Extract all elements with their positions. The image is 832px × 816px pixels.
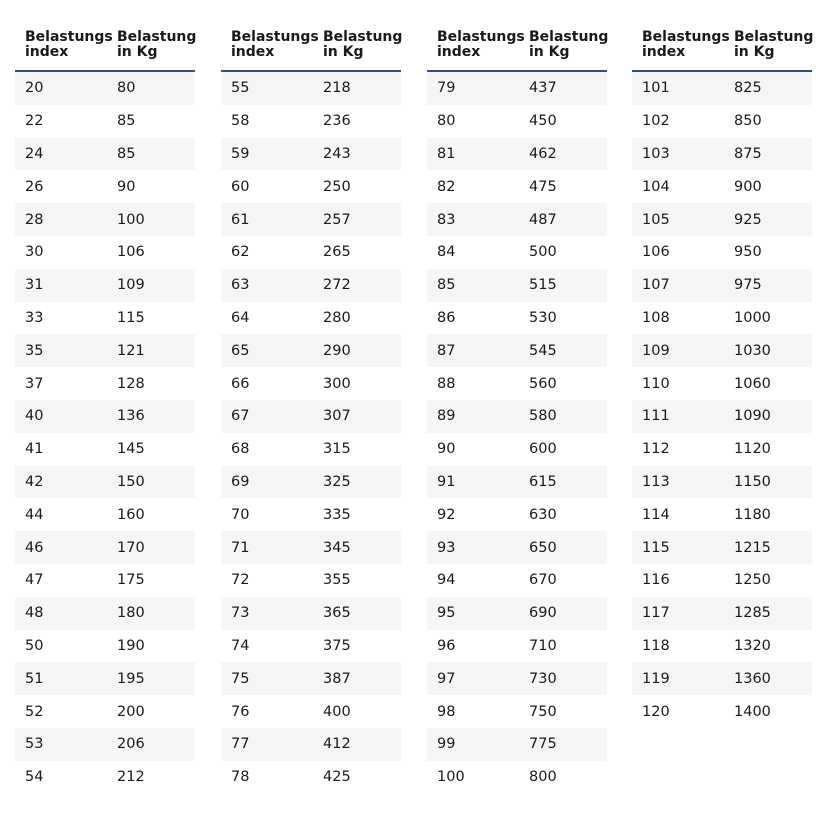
table-row bbox=[221, 269, 401, 302]
load-index-value: 98 bbox=[437, 703, 456, 720]
table-row bbox=[221, 236, 401, 269]
table-row bbox=[15, 466, 195, 499]
load-kg-value: 80 bbox=[117, 80, 136, 97]
table-row bbox=[221, 170, 401, 203]
load-kg-value: 825 bbox=[734, 80, 762, 97]
load-kg-value: 257 bbox=[323, 211, 351, 228]
load-kg-value: 450 bbox=[529, 113, 557, 130]
load-index-value: 119 bbox=[642, 670, 670, 687]
load-kg-value: 315 bbox=[323, 441, 351, 458]
load-kg-value: 400 bbox=[323, 703, 351, 720]
table-row bbox=[15, 597, 195, 630]
table-row bbox=[221, 466, 401, 499]
header-load-kg: Belastung in Kg bbox=[323, 29, 403, 60]
load-kg-value: 280 bbox=[323, 309, 351, 326]
load-kg-value: 195 bbox=[117, 670, 145, 687]
load-index-value: 78 bbox=[231, 769, 250, 786]
table-body bbox=[632, 72, 812, 728]
load-index-value: 58 bbox=[231, 113, 250, 130]
load-index-value: 67 bbox=[231, 408, 250, 425]
header-load-index: Belastungs index bbox=[25, 29, 113, 60]
load-kg-value: 580 bbox=[529, 408, 557, 425]
load-index-value: 69 bbox=[231, 473, 250, 490]
load-index-value: 94 bbox=[437, 572, 456, 589]
load-index-value: 108 bbox=[642, 309, 670, 326]
table-row bbox=[15, 728, 195, 761]
load-index-value: 106 bbox=[642, 244, 670, 261]
load-kg-value: 1360 bbox=[734, 670, 771, 687]
load-index-value: 79 bbox=[437, 80, 456, 97]
table-row bbox=[632, 662, 812, 695]
load-index-value: 20 bbox=[25, 80, 44, 97]
load-kg-value: 180 bbox=[117, 605, 145, 622]
load-kg-value: 530 bbox=[529, 309, 557, 326]
table-row bbox=[427, 72, 607, 105]
table-row bbox=[632, 498, 812, 531]
table-row bbox=[427, 203, 607, 236]
table-row bbox=[632, 695, 812, 728]
load-kg-value: 462 bbox=[529, 145, 557, 162]
table-row bbox=[15, 203, 195, 236]
table-row bbox=[15, 498, 195, 531]
load-kg-value: 236 bbox=[323, 113, 351, 130]
load-kg-value: 90 bbox=[117, 178, 136, 195]
load-kg-value: 387 bbox=[323, 670, 351, 687]
load-index-value: 115 bbox=[642, 539, 670, 556]
table-row bbox=[427, 466, 607, 499]
load-kg-value: 975 bbox=[734, 277, 762, 294]
load-index-value: 51 bbox=[25, 670, 44, 687]
header-load-kg: Belastung in Kg bbox=[734, 29, 814, 60]
load-index-value: 118 bbox=[642, 637, 670, 654]
table-row bbox=[427, 236, 607, 269]
load-kg-value: 1150 bbox=[734, 473, 771, 490]
load-index-value: 68 bbox=[231, 441, 250, 458]
table-row bbox=[632, 367, 812, 400]
load-index-value: 75 bbox=[231, 670, 250, 687]
load-index-value: 53 bbox=[25, 736, 44, 753]
load-index-value: 44 bbox=[25, 506, 44, 523]
load-index-table-4 bbox=[632, 30, 812, 728]
table-row bbox=[15, 236, 195, 269]
table-header bbox=[15, 30, 195, 72]
table-row bbox=[221, 662, 401, 695]
table-row bbox=[221, 400, 401, 433]
table-row bbox=[221, 531, 401, 564]
load-index-value: 63 bbox=[231, 277, 250, 294]
table-row bbox=[427, 662, 607, 695]
table-row bbox=[15, 761, 195, 794]
load-kg-value: 475 bbox=[529, 178, 557, 195]
table-row bbox=[632, 334, 812, 367]
table-row bbox=[427, 400, 607, 433]
load-index-value: 37 bbox=[25, 375, 44, 392]
load-kg-value: 950 bbox=[734, 244, 762, 261]
load-kg-value: 690 bbox=[529, 605, 557, 622]
load-kg-value: 1285 bbox=[734, 605, 771, 622]
table-row bbox=[632, 597, 812, 630]
load-kg-value: 250 bbox=[323, 178, 351, 195]
table-row bbox=[15, 400, 195, 433]
load-kg-value: 1090 bbox=[734, 408, 771, 425]
load-index-value: 64 bbox=[231, 309, 250, 326]
load-index-value: 71 bbox=[231, 539, 250, 556]
load-index-value: 97 bbox=[437, 670, 456, 687]
table-row bbox=[15, 367, 195, 400]
load-kg-value: 290 bbox=[323, 342, 351, 359]
table-row bbox=[427, 564, 607, 597]
load-index-value: 92 bbox=[437, 506, 456, 523]
load-index-value: 81 bbox=[437, 145, 456, 162]
load-index-value: 89 bbox=[437, 408, 456, 425]
table-row bbox=[15, 170, 195, 203]
load-index-table-1 bbox=[15, 30, 195, 794]
load-index-value: 107 bbox=[642, 277, 670, 294]
load-index-value: 46 bbox=[25, 539, 44, 556]
table-row bbox=[427, 761, 607, 794]
load-index-value: 48 bbox=[25, 605, 44, 622]
load-index-table-2 bbox=[221, 30, 401, 794]
load-index-value: 30 bbox=[25, 244, 44, 261]
load-index-value: 101 bbox=[642, 80, 670, 97]
load-kg-value: 875 bbox=[734, 145, 762, 162]
table-row bbox=[427, 302, 607, 335]
load-kg-value: 335 bbox=[323, 506, 351, 523]
load-kg-value: 1000 bbox=[734, 309, 771, 326]
table-row bbox=[221, 72, 401, 105]
header-load-index: Belastungs index bbox=[642, 29, 730, 60]
load-index-value: 91 bbox=[437, 473, 456, 490]
load-kg-value: 1120 bbox=[734, 441, 771, 458]
table-row bbox=[15, 433, 195, 466]
table-row bbox=[632, 203, 812, 236]
table-row bbox=[632, 138, 812, 171]
load-index-value: 100 bbox=[437, 769, 465, 786]
load-index-value: 66 bbox=[231, 375, 250, 392]
load-index-value: 104 bbox=[642, 178, 670, 195]
table-row bbox=[632, 400, 812, 433]
load-index-value: 59 bbox=[231, 145, 250, 162]
load-kg-value: 515 bbox=[529, 277, 557, 294]
load-kg-value: 1320 bbox=[734, 637, 771, 654]
load-index-value: 35 bbox=[25, 342, 44, 359]
load-kg-value: 325 bbox=[323, 473, 351, 490]
table-row bbox=[632, 269, 812, 302]
table-row bbox=[221, 138, 401, 171]
load-index-value: 84 bbox=[437, 244, 456, 261]
table-row bbox=[15, 630, 195, 663]
load-index-value: 83 bbox=[437, 211, 456, 228]
table-row bbox=[427, 597, 607, 630]
load-kg-value: 545 bbox=[529, 342, 557, 359]
table-body bbox=[221, 72, 401, 794]
load-index-value: 93 bbox=[437, 539, 456, 556]
load-kg-value: 412 bbox=[323, 736, 351, 753]
load-kg-value: 128 bbox=[117, 375, 145, 392]
load-kg-value: 850 bbox=[734, 113, 762, 130]
table-row bbox=[221, 695, 401, 728]
load-kg-value: 560 bbox=[529, 375, 557, 392]
table-row bbox=[632, 466, 812, 499]
load-kg-value: 200 bbox=[117, 703, 145, 720]
table-row bbox=[221, 334, 401, 367]
header-load-index: Belastungs index bbox=[231, 29, 319, 60]
load-kg-value: 650 bbox=[529, 539, 557, 556]
load-kg-value: 425 bbox=[323, 769, 351, 786]
load-kg-value: 355 bbox=[323, 572, 351, 589]
load-index-value: 96 bbox=[437, 637, 456, 654]
load-kg-value: 1180 bbox=[734, 506, 771, 523]
load-index-value: 70 bbox=[231, 506, 250, 523]
load-kg-value: 800 bbox=[529, 769, 557, 786]
load-kg-value: 600 bbox=[529, 441, 557, 458]
load-kg-value: 100 bbox=[117, 211, 145, 228]
table-row bbox=[15, 269, 195, 302]
table-row bbox=[427, 170, 607, 203]
table-row bbox=[221, 302, 401, 335]
table-row bbox=[15, 138, 195, 171]
load-kg-value: 136 bbox=[117, 408, 145, 425]
load-kg-value: 307 bbox=[323, 408, 351, 425]
table-row bbox=[427, 498, 607, 531]
load-kg-value: 106 bbox=[117, 244, 145, 261]
load-kg-value: 150 bbox=[117, 473, 145, 490]
table-row bbox=[427, 105, 607, 138]
load-index-value: 33 bbox=[25, 309, 44, 326]
table-row bbox=[15, 662, 195, 695]
load-index-value: 112 bbox=[642, 441, 670, 458]
load-index-value: 55 bbox=[231, 80, 250, 97]
load-kg-value: 710 bbox=[529, 637, 557, 654]
table-row bbox=[221, 630, 401, 663]
load-kg-value: 750 bbox=[529, 703, 557, 720]
load-index-value: 72 bbox=[231, 572, 250, 589]
table-row bbox=[221, 367, 401, 400]
table-row bbox=[15, 105, 195, 138]
load-kg-value: 615 bbox=[529, 473, 557, 490]
load-index-value: 40 bbox=[25, 408, 44, 425]
table-row bbox=[221, 564, 401, 597]
table-row bbox=[427, 269, 607, 302]
load-index-value: 73 bbox=[231, 605, 250, 622]
table-row bbox=[632, 564, 812, 597]
table-row bbox=[221, 498, 401, 531]
load-kg-value: 487 bbox=[529, 211, 557, 228]
table-row bbox=[221, 597, 401, 630]
table-row bbox=[221, 728, 401, 761]
table-row bbox=[632, 170, 812, 203]
table-body bbox=[15, 72, 195, 794]
load-index-value: 109 bbox=[642, 342, 670, 359]
load-index-value: 87 bbox=[437, 342, 456, 359]
table-row bbox=[632, 433, 812, 466]
table-header bbox=[427, 30, 607, 72]
load-index-value: 42 bbox=[25, 473, 44, 490]
load-kg-value: 212 bbox=[117, 769, 145, 786]
load-kg-value: 345 bbox=[323, 539, 351, 556]
load-index-value: 31 bbox=[25, 277, 44, 294]
table-row bbox=[632, 302, 812, 335]
load-kg-value: 175 bbox=[117, 572, 145, 589]
load-kg-value: 121 bbox=[117, 342, 145, 359]
load-kg-value: 115 bbox=[117, 309, 145, 326]
table-row bbox=[15, 531, 195, 564]
load-kg-value: 437 bbox=[529, 80, 557, 97]
table-row bbox=[15, 334, 195, 367]
load-kg-value: 85 bbox=[117, 113, 136, 130]
load-kg-value: 243 bbox=[323, 145, 351, 162]
load-kg-value: 272 bbox=[323, 277, 351, 294]
table-row bbox=[221, 203, 401, 236]
load-kg-value: 365 bbox=[323, 605, 351, 622]
load-index-value: 65 bbox=[231, 342, 250, 359]
table-row bbox=[427, 728, 607, 761]
load-index-table-3 bbox=[427, 30, 607, 794]
load-index-value: 95 bbox=[437, 605, 456, 622]
load-index-value: 80 bbox=[437, 113, 456, 130]
load-kg-value: 85 bbox=[117, 145, 136, 162]
load-index-value: 85 bbox=[437, 277, 456, 294]
table-row bbox=[632, 630, 812, 663]
load-index-value: 61 bbox=[231, 211, 250, 228]
table-row bbox=[632, 72, 812, 105]
table-row bbox=[632, 105, 812, 138]
load-index-value: 102 bbox=[642, 113, 670, 130]
header-load-kg: Belastung in Kg bbox=[117, 29, 197, 60]
load-index-value: 110 bbox=[642, 375, 670, 392]
load-index-value: 86 bbox=[437, 309, 456, 326]
table-row bbox=[427, 433, 607, 466]
table-header bbox=[221, 30, 401, 72]
load-index-value: 120 bbox=[642, 703, 670, 720]
load-kg-value: 218 bbox=[323, 80, 351, 97]
table-row bbox=[221, 433, 401, 466]
table-body bbox=[427, 72, 607, 794]
load-kg-value: 630 bbox=[529, 506, 557, 523]
load-index-value: 26 bbox=[25, 178, 44, 195]
load-kg-value: 300 bbox=[323, 375, 351, 392]
load-kg-value: 375 bbox=[323, 637, 351, 654]
table-row bbox=[427, 531, 607, 564]
load-kg-value: 265 bbox=[323, 244, 351, 261]
load-index-value: 103 bbox=[642, 145, 670, 162]
load-index-value: 22 bbox=[25, 113, 44, 130]
load-index-value: 82 bbox=[437, 178, 456, 195]
table-row bbox=[427, 334, 607, 367]
load-index-value: 114 bbox=[642, 506, 670, 523]
table-row bbox=[632, 236, 812, 269]
table-row bbox=[427, 367, 607, 400]
load-index-value: 24 bbox=[25, 145, 44, 162]
table-row bbox=[221, 105, 401, 138]
load-kg-value: 145 bbox=[117, 441, 145, 458]
table-row bbox=[15, 302, 195, 335]
header-load-index: Belastungs index bbox=[437, 29, 525, 60]
load-index-value: 60 bbox=[231, 178, 250, 195]
load-index-value: 88 bbox=[437, 375, 456, 392]
load-index-value: 74 bbox=[231, 637, 250, 654]
table-row bbox=[15, 72, 195, 105]
load-kg-value: 775 bbox=[529, 736, 557, 753]
table-row bbox=[221, 761, 401, 794]
load-kg-value: 500 bbox=[529, 244, 557, 261]
table-row bbox=[427, 695, 607, 728]
load-index-value: 54 bbox=[25, 769, 44, 786]
load-index-value: 28 bbox=[25, 211, 44, 228]
load-kg-value: 1250 bbox=[734, 572, 771, 589]
load-index-value: 41 bbox=[25, 441, 44, 458]
load-index-value: 117 bbox=[642, 605, 670, 622]
table-row bbox=[15, 695, 195, 728]
load-index-value: 76 bbox=[231, 703, 250, 720]
load-kg-value: 206 bbox=[117, 736, 145, 753]
load-index-value: 77 bbox=[231, 736, 250, 753]
table-row bbox=[15, 564, 195, 597]
load-index-value: 90 bbox=[437, 441, 456, 458]
load-index-value: 113 bbox=[642, 473, 670, 490]
load-kg-value: 1215 bbox=[734, 539, 771, 556]
table-row bbox=[427, 630, 607, 663]
load-index-value: 99 bbox=[437, 736, 456, 753]
load-kg-value: 1060 bbox=[734, 375, 771, 392]
load-kg-value: 670 bbox=[529, 572, 557, 589]
load-kg-value: 1030 bbox=[734, 342, 771, 359]
load-index-value: 105 bbox=[642, 211, 670, 228]
load-kg-value: 925 bbox=[734, 211, 762, 228]
load-kg-value: 900 bbox=[734, 178, 762, 195]
table-header bbox=[632, 30, 812, 72]
load-index-value: 50 bbox=[25, 637, 44, 654]
load-index-value: 116 bbox=[642, 572, 670, 589]
load-kg-value: 730 bbox=[529, 670, 557, 687]
load-index-value: 111 bbox=[642, 408, 670, 425]
table-row bbox=[427, 138, 607, 171]
header-load-kg: Belastung in Kg bbox=[529, 29, 609, 60]
load-kg-value: 1400 bbox=[734, 703, 771, 720]
load-kg-value: 170 bbox=[117, 539, 145, 556]
load-kg-value: 190 bbox=[117, 637, 145, 654]
load-index-value: 52 bbox=[25, 703, 44, 720]
load-index-value: 47 bbox=[25, 572, 44, 589]
load-kg-value: 109 bbox=[117, 277, 145, 294]
load-index-value: 62 bbox=[231, 244, 250, 261]
table-row bbox=[632, 531, 812, 564]
load-kg-value: 160 bbox=[117, 506, 145, 523]
